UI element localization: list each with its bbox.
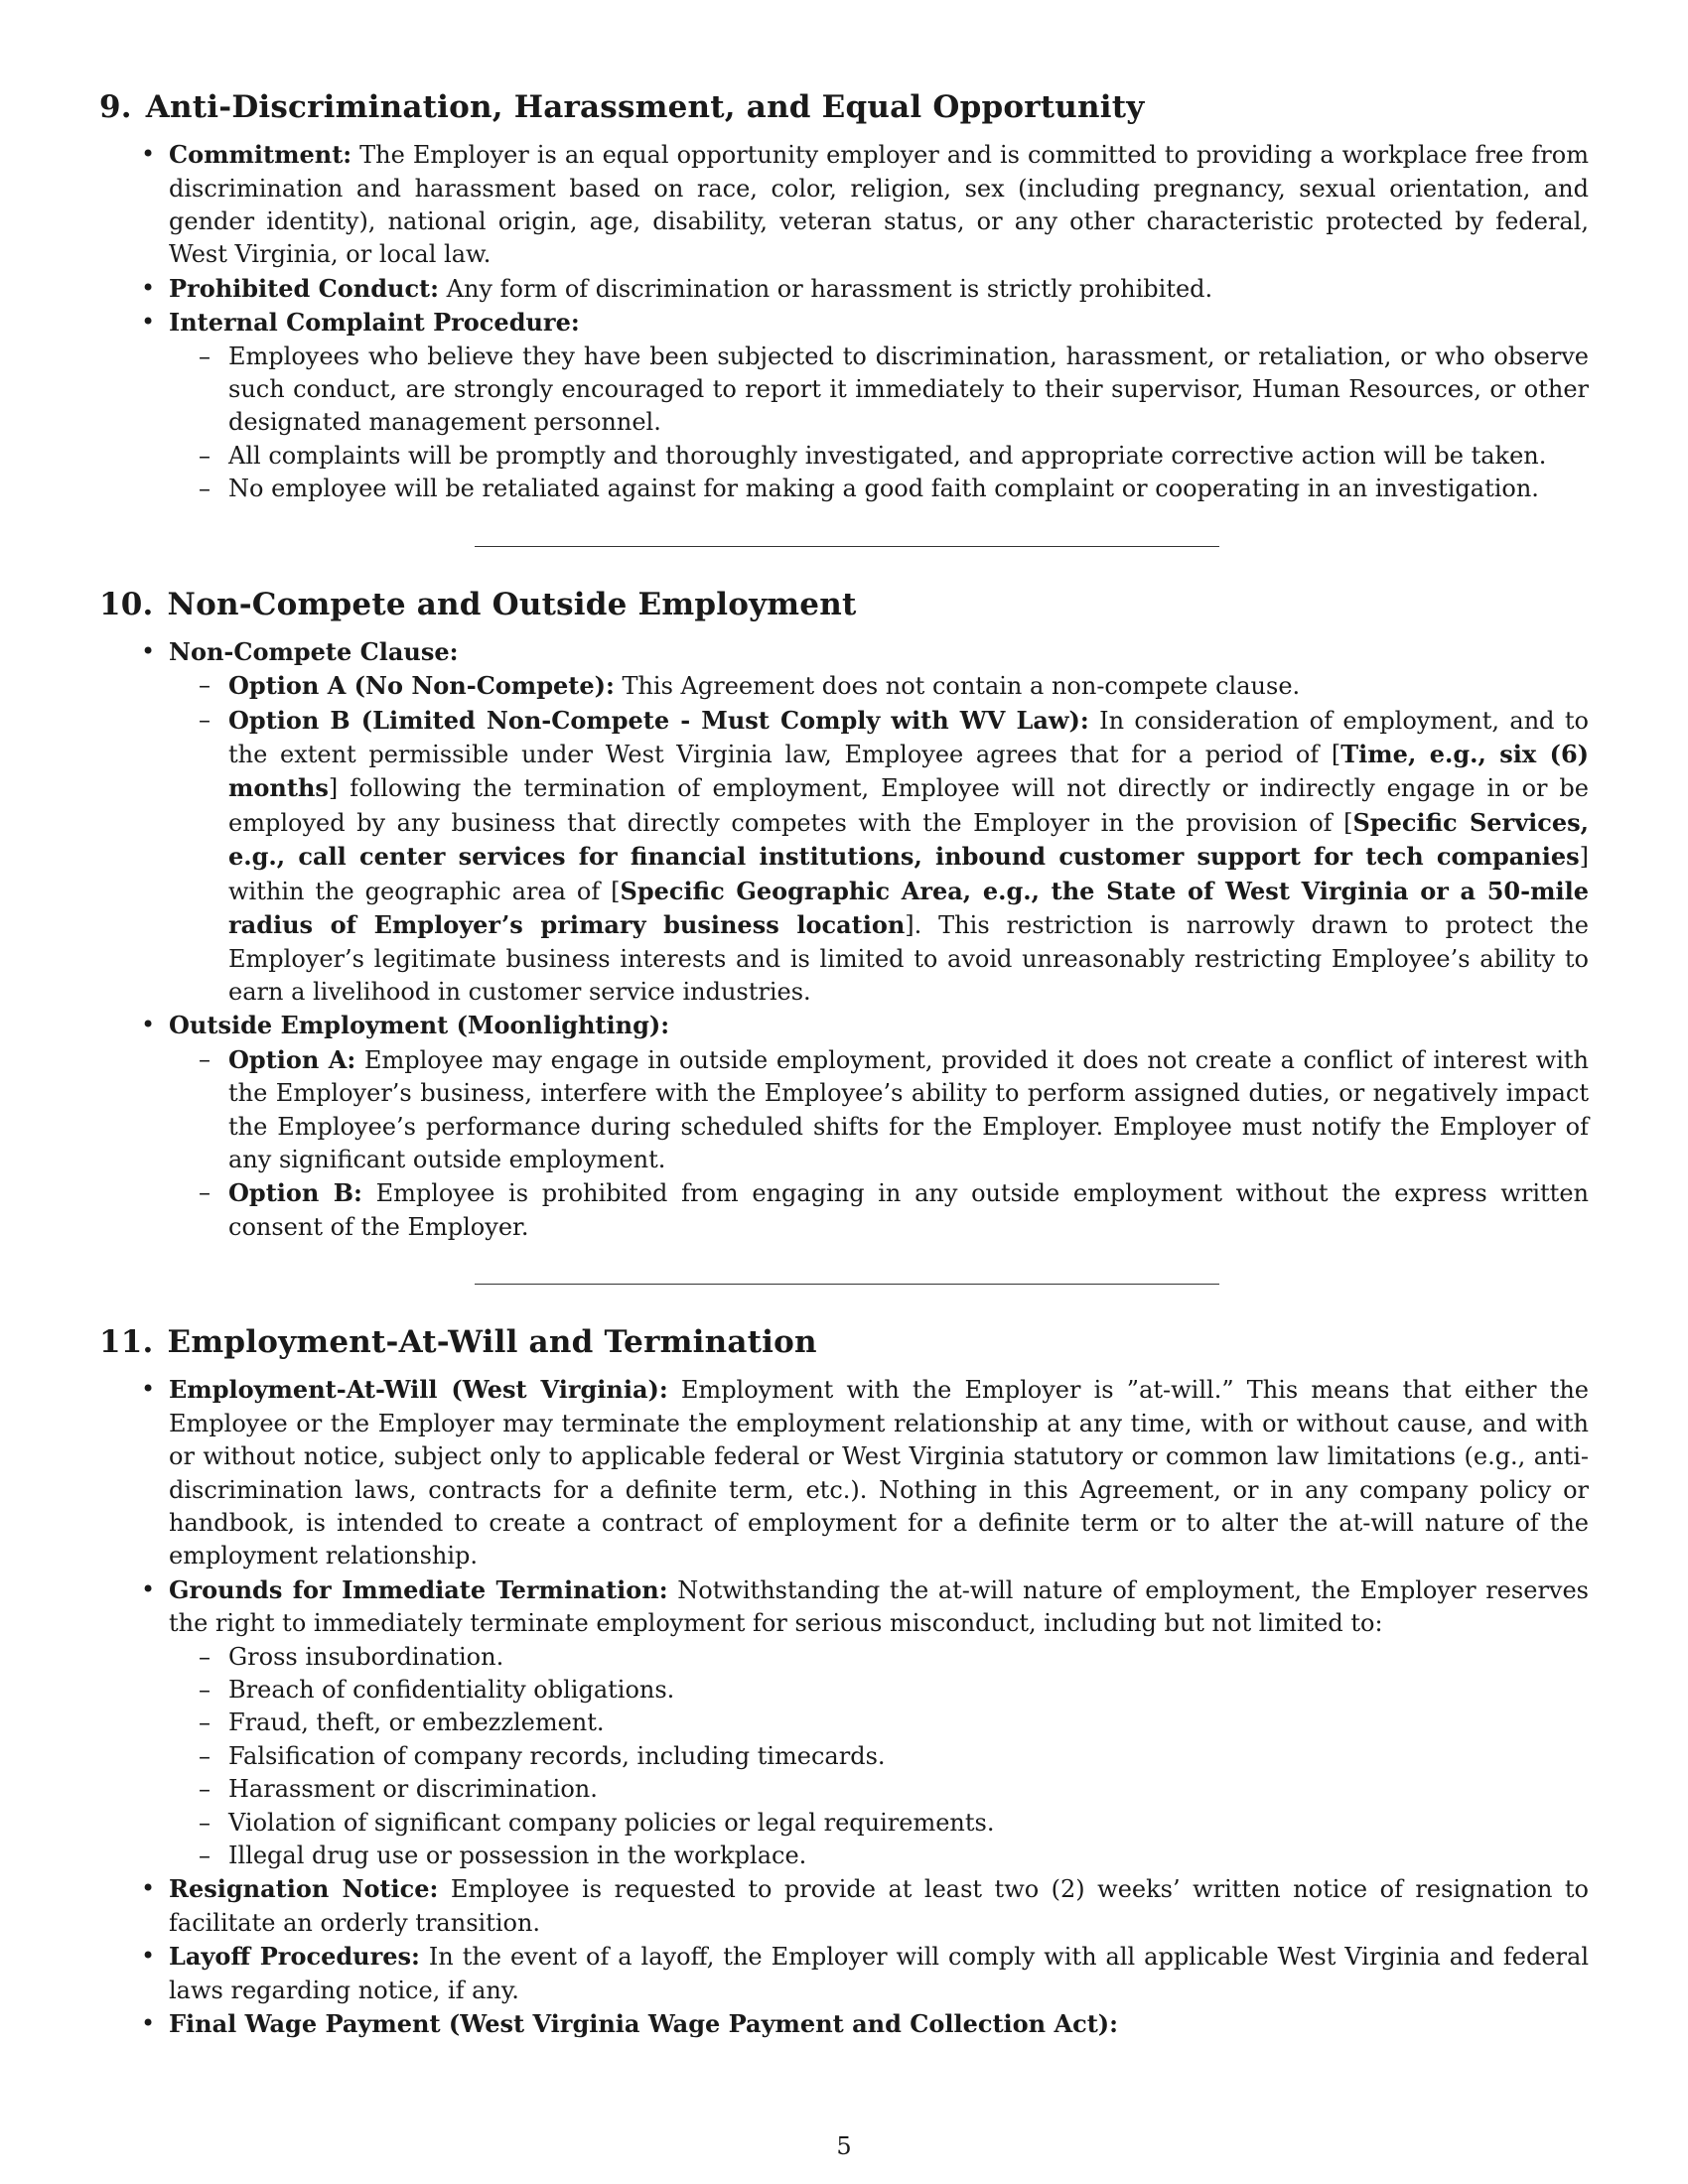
section-10-list [99, 635, 1589, 1244]
section-11-list [99, 1373, 1589, 2041]
sub-list-item: – No employee will be retaliated against for making a good faith complaint or cooperating in an investigation. [228, 473, 1589, 505]
section-9-list [99, 138, 1589, 505]
list-item: • Internal Complaint Procedure: – Employees who believe they have been subjected to discrimination, harassment, or retaliation, or who observe such conduct, are strongly encouraged to report it immediately to their supervisor, Human Resources, or other designated management personnel. – All complaints will be promptly and thoroughly investigated, and appropriate corrective action will be taken. – No employee will be retaliated against for making a good faith complaint or cooperating in an investigation. [169, 306, 1589, 505]
sub-list-item: – All complaints will be promptly and thoroughly investigated, and appropriate corrective action will be taken. [228, 440, 1589, 473]
document-page [99, 89, 1589, 2041]
complaint-sublist [169, 341, 1589, 506]
list-item: • Resignation Notice: Employee is requested to provide at least two (2) weeks’ written notice of resignation to facilitate an orderly transition. [169, 1872, 1589, 1940]
sub-list-item: – Breach of confidentiality obligations. [228, 1674, 1589, 1706]
list-item: • Employment-At-Will (West Virginia): Employment with the Employer is ”at-will.” This means that either the Employee or the Employer may terminate the employment relationship at any time, with or without cause, and with or without notice, subject only to applicable federal or West Virginia statutory or common law limitations (e.g., anti-discrimination laws, contracts for a definite term, etc.). Nothing in this Agreement, or in any company policy or handbook, is intended to create a contract of employment for a definite term or to alter the at-will nature of the employment relationship. [169, 1373, 1589, 1572]
list-item: • Non-Compete Clause: – Option A (No Non-Compete): This Agreement does not contain a non-compete clause. – Option B (Limited Non-Compete - Must Comply with WV Law): In consideration of employment, and to the extent permissible under West Virginia law, Employee agrees that for a period of [Time, e.g., six (6) months] following the termination of employment, Employee will not directly or indirectly engage in or be employed by any business that directly competes with the Employer in the provision of [Specific Services, e.g., call center services for financial institutions, inbound customer support for tech companies] within the geographic area of [Specific Geographic Area, e.g., the State of West Virginia or a 50-mile radius of Employer’s primary business location]. This restriction is narrowly drawn to protect the Employer’s legitimate business interests and is limited to avoid unreasonably restricting Employee’s ability to earn a livelihood in customer service industries. [169, 635, 1589, 1009]
section-10-heading: 10. Non-Compete and Outside Employment [99, 586, 857, 622]
section-9-heading: 9. Anti-Discrimination, Harassment, and Equal Opportunity [99, 89, 1145, 125]
section-divider [475, 1284, 1219, 1285]
section-divider [475, 546, 1219, 547]
section-11 [99, 1324, 1589, 2041]
sub-list-item: – Gross insubordination. [228, 1641, 1589, 1674]
termination-grounds-sublist [169, 1641, 1589, 1873]
sub-list-item: – Harassment or discrimination. [228, 1773, 1589, 1806]
list-item: • Prohibited Conduct: Any form of discrimination or harassment is strictly prohibited. [169, 272, 1589, 306]
sub-list-item: – Option B (Limited Non-Compete - Must Comply with WV Law): In consideration of employment, and to the extent permissible under West Virginia law, Employee agrees that for a period of [Time, e.g., six (6) months] following the termination of employment, Employee will not directly or indirectly engage in or be employed by any business that directly competes with the Employer in the provision of [Specific Services, e.g., call center services for financial institutions, inbound customer support for tech companies] within the geographic area of [Specific Geographic Area, e.g., the State of West Virginia or a 50-mile radius of Employer’s primary business location]. This restriction is narrowly drawn to protect the Employer’s legitimate business interests and is limited to avoid unreasonably restricting Employee’s ability to earn a livelihood in customer service industries. [228, 704, 1589, 1010]
list-item: • Commitment: The Employer is an equal opportunity employer and is committed to providing a workplace free from discrimination and harassment based on race, color, religion, sex (including pregnancy, sexual orientation, and gender identity), national origin, age, disability, veteran status, or any other characteristic protected by federal, West Virginia, or local law. [169, 138, 1589, 272]
outside-employment-sublist [169, 1043, 1589, 1244]
sub-list-item: – Illegal drug use or possession in the workplace. [228, 1840, 1589, 1872]
sub-list-item: – Fraud, theft, or embezzlement. [228, 1706, 1589, 1739]
list-item: • Layoff Procedures: In the event of a layoff, the Employer will comply with all applicable West Virginia and federal laws regarding notice, if any. [169, 1940, 1589, 2007]
sub-list-item: – Option A: Employee may engage in outside employment, provided it does not create a conflict of interest with the Employer’s business, interfere with the Employee’s ability to perform assigned duties, or negatively impact the Employee’s performance during scheduled shifts for the Employer. Employee must notify the Employer of any significant outside employment. [228, 1043, 1589, 1177]
sub-list-item: – Option A (No Non-Compete): This Agreement does not contain a non-compete clause. [228, 669, 1589, 703]
list-item: • Grounds for Immediate Termination: Notwithstanding the at-will nature of employment, the Employer reserves the right to immediately terminate employment for serious misconduct, including but not limited to: – Gross insubordination. – Breach of confidentiality obligations. – Fraud, theft, or embezzlement. – Falsification of company records, including timecards. – Harassment or discrimination. – Violation of significant company policies or legal requirements. – Illegal drug use or possession in the workplace. [169, 1573, 1589, 1873]
sub-list-item: – Violation of significant company policies or legal requirements. [228, 1807, 1589, 1840]
list-item: • Outside Employment (Moonlighting): – Option A: Employee may engage in outside employment, provided it does not create a conflict of interest with the Employer’s business, interfere with the Employee’s ability to perform assigned duties, or negatively impact the Employee’s performance during scheduled shifts for the Employer. Employee must notify the Employer of any significant outside employment. – Option B: Employee is prohibited from engaging in any outside employment without the express written consent of the Employer. [169, 1009, 1589, 1244]
page-number: 5 [836, 2132, 852, 2160]
list-item: • Final Wage Payment (West Virginia Wage Payment and Collection Act): [169, 2007, 1589, 2041]
noncompete-sublist [169, 669, 1589, 1009]
section-9 [99, 89, 1589, 506]
sub-list-item: – Falsification of company records, including timecards. [228, 1740, 1589, 1773]
section-11-heading: 11. Employment-At-Will and Termination [99, 1324, 817, 1361]
sub-list-item: – Option B: Employee is prohibited from engaging in any outside employment without the express written consent of the Employer. [228, 1176, 1589, 1244]
sub-list-item: – Employees who believe they have been subjected to discrimination, harassment, or retaliation, or who observe such conduct, are strongly encouraged to report it immediately to their supervisor, Human Resources, or other designated management personnel. [228, 341, 1589, 440]
section-10 [99, 587, 1589, 1245]
